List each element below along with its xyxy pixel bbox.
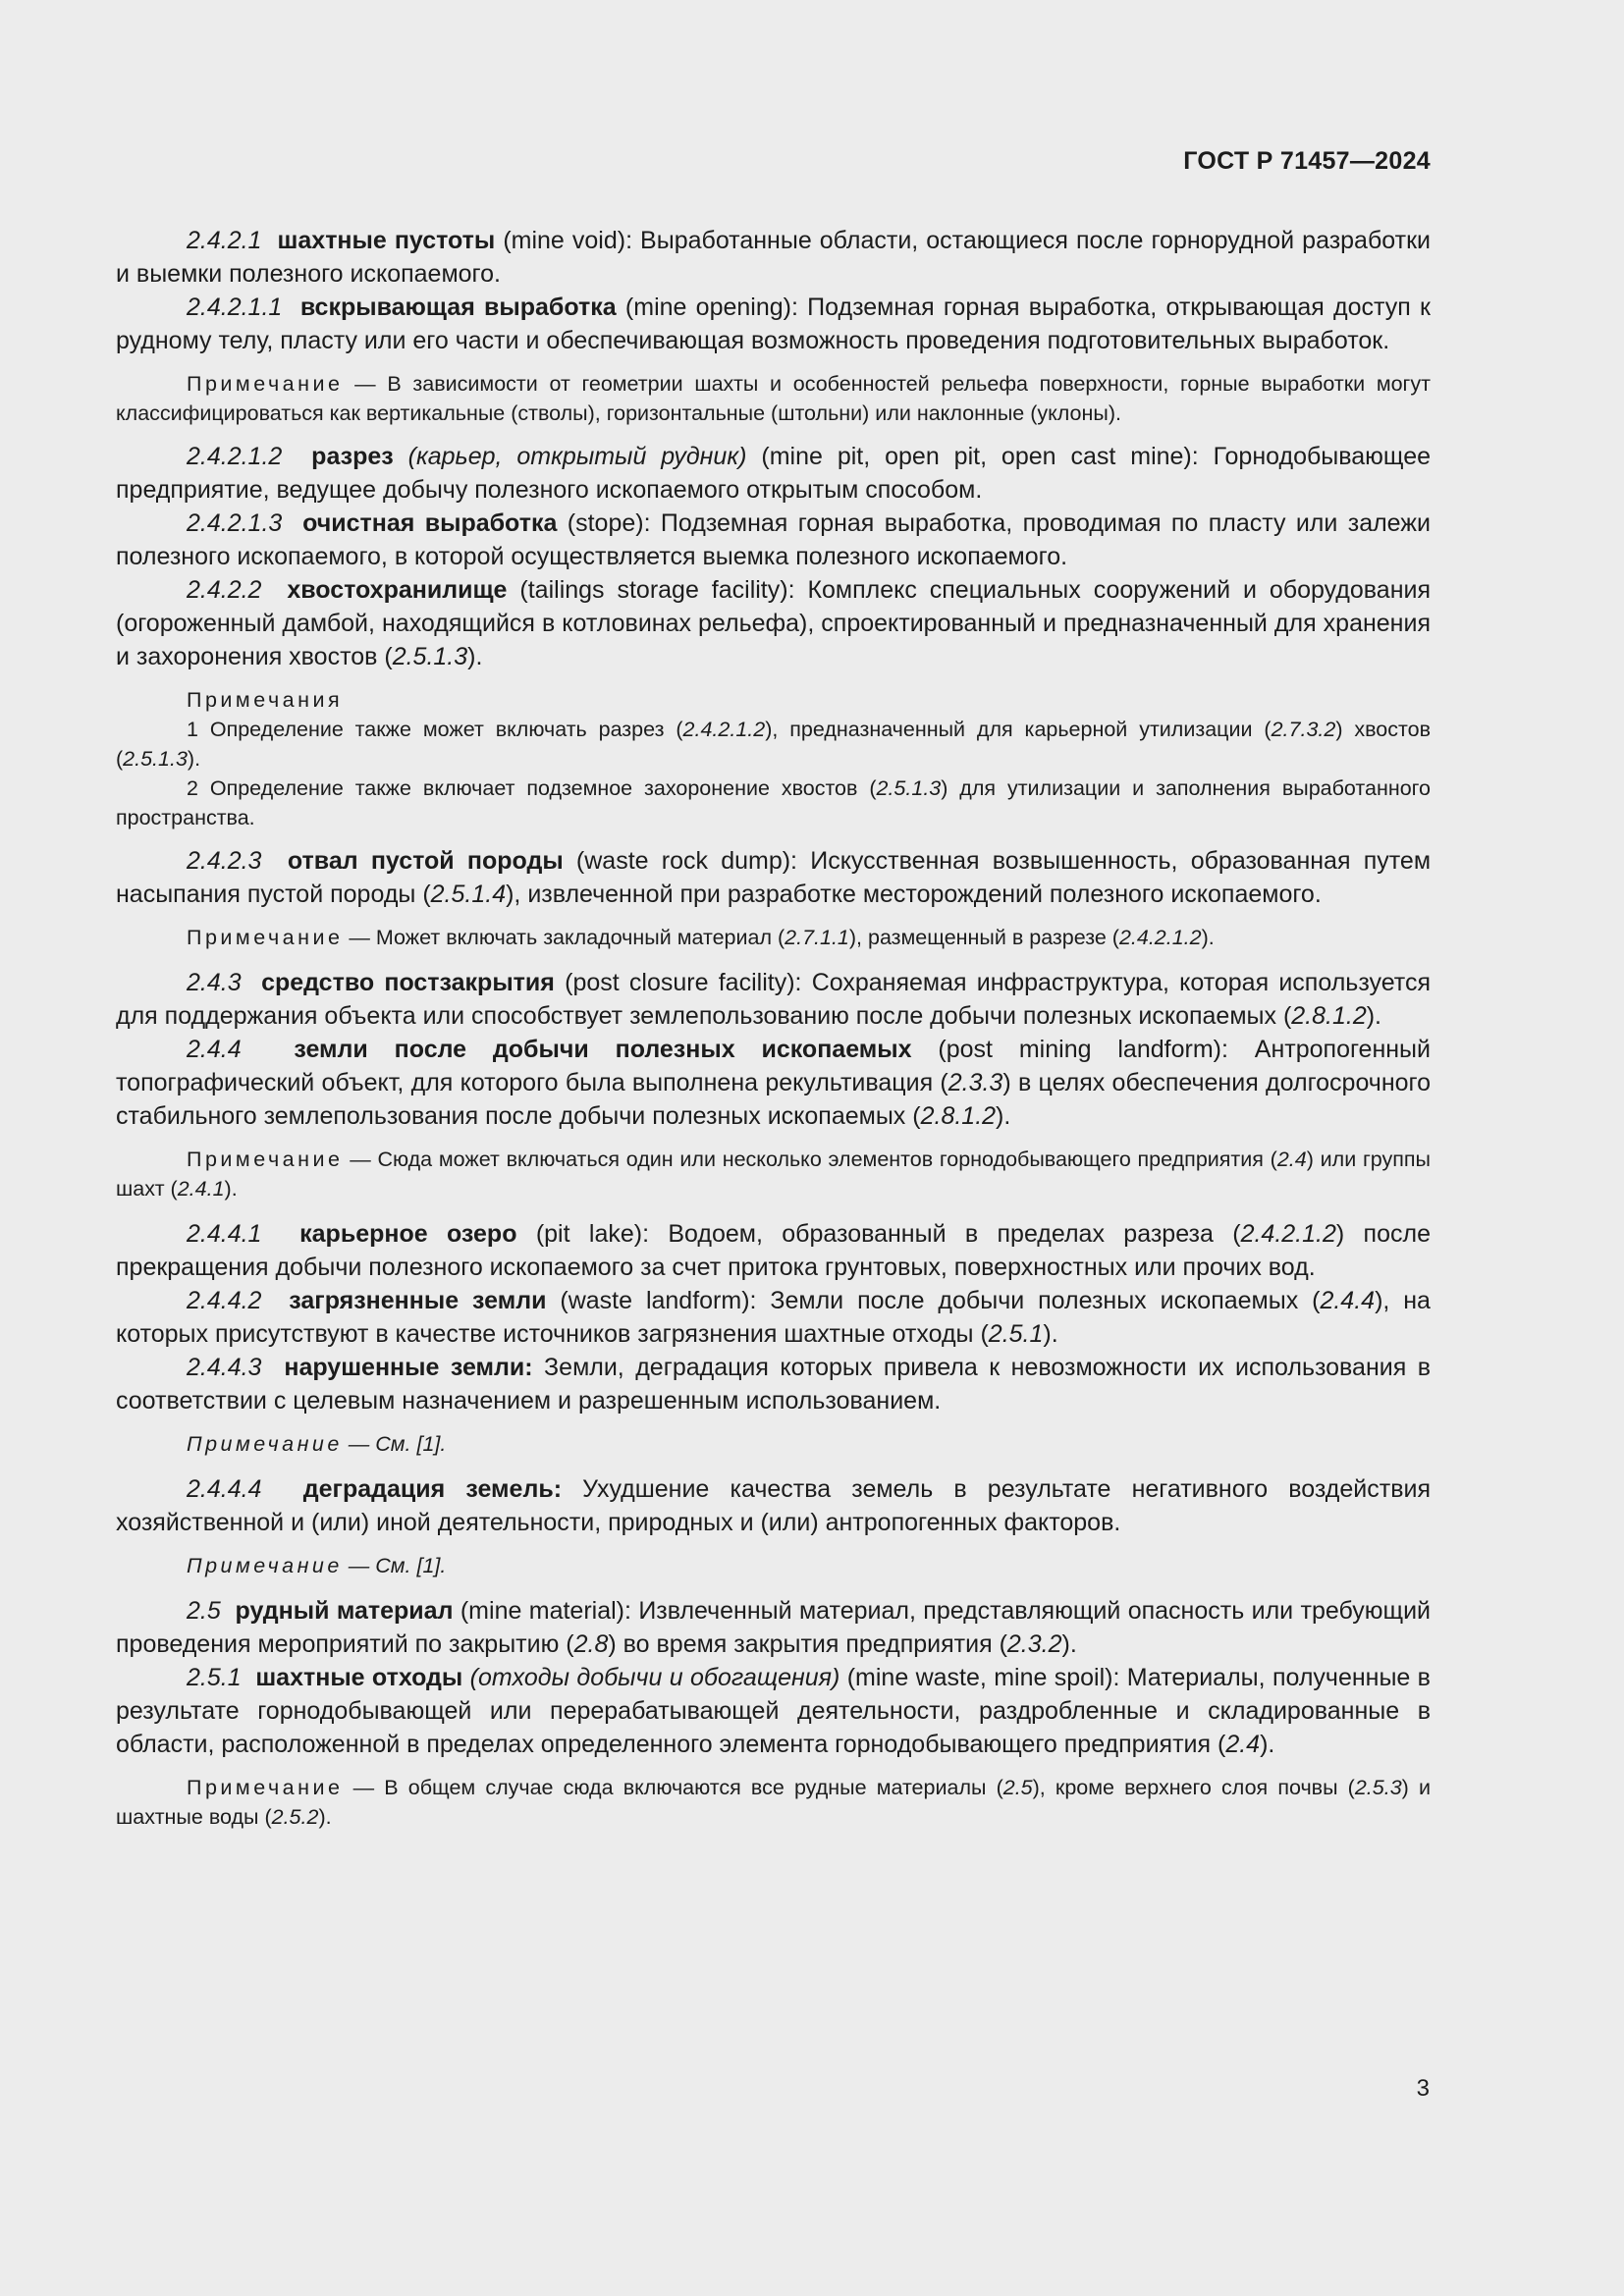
note-item-2: 2 Определение также включает подземное захоронение хвостов (2.5.1.3) для утилизации и заполнения выработанного пространства. [116,776,1431,829]
note-waste-rock-dump: Примечание — Может включать закладочный материал (2.7.1.1), размещенный в разрезе (2.4.2.1.2). [187,926,1215,949]
notes-heading: Примечания [187,688,344,712]
entry-post-mining-landform: 2.4.4 земли после добычи полезных ископаемых (post mining landform): Антропогенный топографический объект, для которого была выполнена рекультивация (2.3.3) в целях обеспечения долгосрочного стабильного землепользования после добычи полезных ископаемых (2.8.1.2). [116,1036,1432,1130]
entry-disturbed-lands: 2.4.4.3 нарушенные земли: Земли, деградация которых привела к невозможности их использования в соответствии с целевым назначением и разрешенным использованием. [116,1354,1431,1415]
entry-tailings-storage: 2.4.2.2 хвостохранилище (tailings storage facility): Комплекс специальных сооружений и оборудования (огороженный дамбой, находящийся в котловинах рельефа), спроектированный и предназначенный для хранения и захоронения хвостов (2.5.1.3). [116,576,1431,670]
entry-post-closure-facility: 2.4.3 средство постзакрытия (post closure facility): Сохраняемая инфраструктура, которая используется для поддержания объекта или способствует землепользованию после добычи полезных ископаемых (2.8.1.2). [116,969,1431,1030]
document-standard-number: ГОСТ Р 71457—2024 [1183,147,1431,175]
notes-tailings-storage [116,685,1431,832]
note-item-1: 1 Определение также может включать разрез (2.4.2.1.2), предназначенный для карьерной утилизации (2.7.3.2) хвостов (2.5.1.3). [116,718,1432,771]
note-mine-waste: Примечание — В общем случае сюда включаются все рудные материалы (2.5), кроме верхнего слоя почвы (2.5.3) и шахтные воды (2.5.2). [116,1776,1431,1829]
entry-pit-lake: 2.4.4.1 карьерное озеро (pit lake): Водоем, образованный в пределах разреза (2.4.2.1.2) после прекращения добычи полезного ископаемого за счет притока грунтовых, поверхностных или прочих вод. [116,1220,1431,1281]
entry-mine-opening: 2.4.2.1.1 вскрывающая выработка (mine opening): Подземная горная выработка, открывающая доступ к рудному телу, пласту или его части и обеспечивающая возможность проведения подготовительных выработок. [116,294,1431,354]
entry-mine-material: 2.5 рудный материал (mine material): Извлеченный материал, представляющий опасность или требующий проведения мероприятий по закрытию (2.8) во время закрытия предприятия (2.3.2). [116,1597,1432,1658]
entry-stope: 2.4.2.1.3 очистная выработка (stope): Подземная горная выработка, проводимая по пласту или залежи полезного ископаемого, в которой осуществляется выемка полезного ископаемого. [116,509,1431,570]
entry-waste-rock-dump: 2.4.2.3 отвал пустой породы (waste rock dump): Искусственная возвышенность, образованная путем насыпания пустой породы (2.5.1.4), извлеченной при разработке месторождений полезного ископаемого. [116,847,1432,908]
note-land-degradation: Примечание — См. [1]. [187,1554,447,1577]
note-mine-opening: Примечание — В зависимости от геометрии шахты и особенностей рельефа поверхности, горные выработки могут классифицироваться как вертикальные (стволы), горизонтальные (штольни) или наклонные (уклоны). [116,372,1431,425]
entry-mine-pit: 2.4.2.1.2 разрез (карьер, открытый рудник) (mine pit, open pit, open cast mine): Горнодобывающее предприятие, ведущее добычу полезного ископаемого открытым способом. [116,443,1432,504]
entry-waste-landform: 2.4.4.2 загрязненные земли (waste landform): Земли после добычи полезных ископаемых (2.4.4), на которых присутствуют в качестве источников загрязнения шахтные отходы (2.5.1). [116,1287,1431,1348]
note-post-mining-landform: Примечание — Сюда может включаться один или несколько элементов горнодобывающего предприятия (2.4) или группы шахт (2.4.1). [116,1148,1432,1201]
document-body [116,224,1431,1832]
entry-mine-waste: 2.5.1 шахтные отходы (отходы добычи и обогащения) (mine waste, mine spoil): Материалы, полученные в результате горнодобывающей или перерабатывающей деятельности, раздробленные и складированные в области, расположенной в пределах определенного элемента горнодобывающего предприятия (2.4). [116,1664,1431,1758]
entry-land-degradation: 2.4.4.4 деградация земель: Ухудшение качества земель в результате негативного воздействия хозяйственной и (или) иной деятельности, природных и (или) антропогенных факторов. [116,1475,1431,1536]
entry-mine-void: 2.4.2.1 шахтные пустоты (mine void): Выработанные области, остающиеся после горнорудной разработки и выемки полезного ископаемого. [116,227,1431,288]
note-disturbed-lands: Примечание — См. [1]. [187,1432,447,1456]
page-number: 3 [1416,2075,1430,2102]
